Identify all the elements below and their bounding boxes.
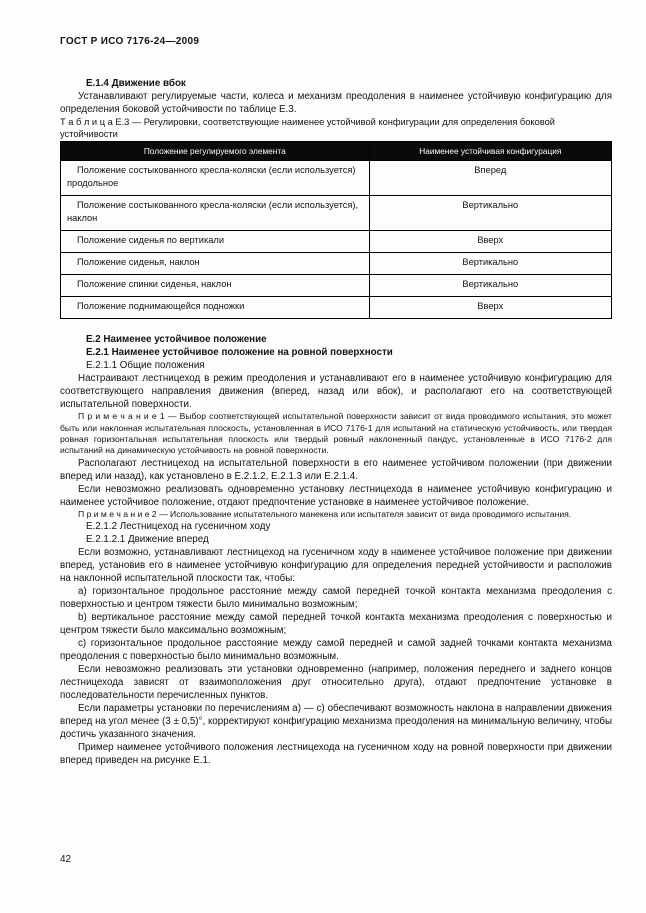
table-row <box>61 253 612 275</box>
heading-e212: Е.2.1.2 Лестницеход на гусеничном ходу <box>86 520 271 532</box>
table-cell-config: Вперед <box>369 160 611 195</box>
list-item-b: b) вертикальное расстояние между самой передней точкой контакта механизма преодоления с поверхностью и центром тяжести было максимально возможным; <box>60 612 612 637</box>
paragraph: Если невозможно реализовать одновременно установку лестницехода в наименее устойчивую конфигурацию и наименее устойчивое положение, отдают предпочтение установке в наименее устойчивое положение. <box>60 483 612 508</box>
heading-e14: Е.1.4 Движение вбок <box>86 78 186 89</box>
table-cell-element: Положение сиденья, наклон <box>61 253 370 275</box>
paragraph: Пример наименее устойчивого положения лестницехода на гусеничном ходу на ровной поверхности при движении вперед приведен на рисунке Е.1. <box>60 742 612 767</box>
table-cell-config: Вертикально <box>369 275 611 297</box>
table-row <box>61 275 612 297</box>
page-content <box>60 36 612 767</box>
document-header: ГОСТ Р ИСО 7176-24—2009 <box>60 36 200 47</box>
document-body <box>60 77 612 767</box>
table-body <box>61 160 612 318</box>
heading-e211: Е.2.1.1 Общие положения <box>86 360 205 372</box>
paragraph-e14: Устанавливают регулируемые части, колеса и механизм преодоления в наименее устойчивую конфигурацию для определения боковой устойчивости по таблице Е.3. <box>60 91 612 116</box>
heading-e2: Е.2 Наименее устойчивое положение <box>86 334 267 346</box>
table-cell-element: Положение спинки сиденья, наклон <box>61 275 370 297</box>
note-1: П р и м е ч а н и е 1 — Выбор соответствующей испытательной поверхности зависит от вида проводимого испытания, это может быть или наклонная испытательная плоскость, установленная в ИСО 7176-1 для испытаний на статическую устойчивость, или твердая ровная горизонтальная испытательная плоскость или твердый ровный наклоненный пандус, установленные в ИСО 7176-2 для испытаний на динамическую устойчивость на ровной поверхности. <box>60 411 612 456</box>
table-cell-config: Вверх <box>369 231 611 253</box>
table-cell-element: Положение поднимающейся подножки <box>61 297 370 319</box>
heading-e21: Е.2.1 Наименее устойчивое положение на ровной поверхности <box>86 347 393 359</box>
page-number: 42 <box>60 854 72 865</box>
heading-e2121: Е.2.1.2.1 Движение вперед <box>86 533 209 545</box>
table-cell-element: Положение сиденья по вертикали <box>61 231 370 253</box>
table-row <box>61 297 612 319</box>
table-cell-config: Вертикально <box>369 253 611 275</box>
table-row <box>61 160 612 195</box>
table-e3 <box>60 141 612 319</box>
table-caption: Т а б л и ц а Е.3 — Регулировки, соответствующие наименее устойчивой конфигурации для определения боковой устойчивости <box>60 117 555 140</box>
paragraph: Если параметры установки по перечислениям а) — с) обеспечивают возможность наклона в направлении движения вперед на угол менее (3 ± 0,5)°, корректируют конфигурацию механизма преодоления на минимальную величину, чтобы достичь указанного значения. <box>60 703 612 741</box>
table-header-config: Наименее устойчивая конфигурация <box>369 141 611 160</box>
table-cell-element: Положение состыкованного кресла-коляски (если используется), наклон <box>61 195 370 230</box>
table-cell-element: Положение состыкованного кресла-коляски (если используется) продольное <box>61 160 370 195</box>
table-header-element: Положение регулируемого элемента <box>61 141 370 160</box>
list-item-a: а) горизонтальное продольное расстояние между самой передней точкой контакта механизма преодоления с поверхностью и центром тяжести было минимально возможным; <box>60 586 612 611</box>
paragraph: Если возможно, устанавливают лестницеход на гусеничном ходу в наименее устойчивое положение при движении вперед, установив его в наименее устойчивую конфигурацию для определения передней устойчивости и расположив на наклонной испытательной плоскости так, чтобы: <box>60 546 612 584</box>
paragraph: Располагают лестницеход на испытательной поверхности в его наименее устойчивом положении (при движении вперед или назад), как установлено в Е.2.1.2, Е.2.1.3 или Е.2.1.4. <box>60 457 612 482</box>
list-item-c: с) горизонтальное продольное расстояние между самой передней и самой задней точками контакта механизма преодоления с поверхностью было минимально возможным. <box>60 638 612 663</box>
table-header-row <box>61 141 612 160</box>
table-row <box>61 231 612 253</box>
paragraph: Настраивают лестницеход в режим преодоления и устанавливают его в наименее устойчивую конфигурацию для соответствующего направления движения (вперед, назад или вбок), и располагают его на соответствующей испытательной поверхности. <box>60 373 612 411</box>
paragraph: Если невозможно реализовать эти установки одновременно (например, положения переднего и заднего концов лестницехода зависят от взаимоположения друг относительно друга), отдают предпочтение установке в последовательности перечисленных пунктов. <box>60 664 612 702</box>
table-cell-config: Вверх <box>369 297 611 319</box>
table-row <box>61 195 612 230</box>
note-2: П р и м е ч а н и е 2 — Использование испытательного манекена или испытателя зависит от вида проводимого испытания. <box>78 508 572 519</box>
table-head <box>61 141 612 160</box>
table-cell-config: Вертикально <box>369 195 611 230</box>
